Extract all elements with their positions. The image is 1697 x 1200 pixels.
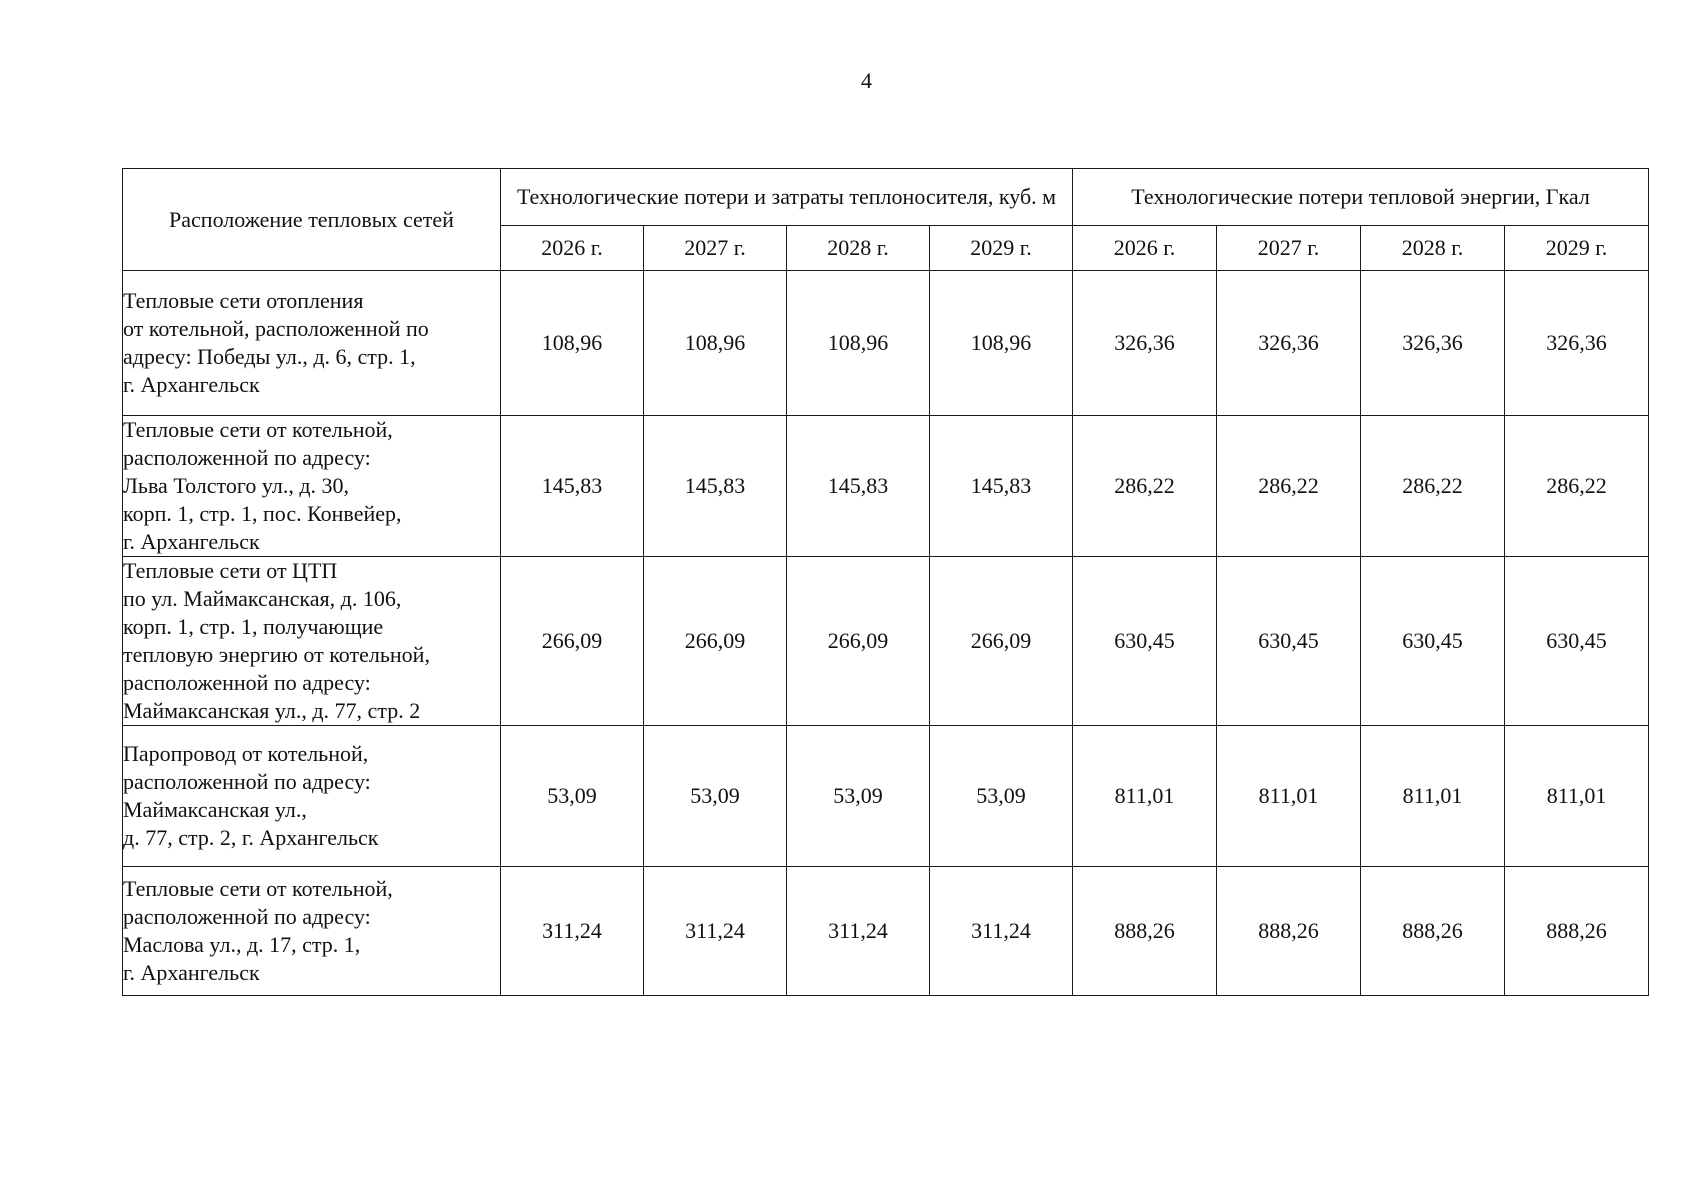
value-cell: 630,45	[1505, 557, 1649, 726]
table-row	[123, 726, 1649, 867]
location-cell: Тепловые сети от котельной, расположенной по адресу: Маслова ул., д. 17, стр. 1, г. Архангельск	[123, 867, 501, 996]
value-cell: 108,96	[930, 271, 1073, 416]
year-header: 2028 г.	[787, 226, 930, 271]
value-cell: 53,09	[644, 726, 787, 867]
value-cell: 326,36	[1361, 271, 1505, 416]
value-cell: 286,22	[1073, 416, 1217, 557]
coolant-losses-header: Технологические потери и затраты теплоносителя, куб. м	[501, 169, 1073, 226]
value-cell: 286,22	[1505, 416, 1649, 557]
value-cell: 311,24	[501, 867, 644, 996]
value-cell: 326,36	[1073, 271, 1217, 416]
heat-energy-losses-header: Технологические потери тепловой энергии, Гкал	[1073, 169, 1649, 226]
value-cell: 888,26	[1217, 867, 1361, 996]
location-cell: Тепловые сети от ЦТП по ул. Маймаксанская, д. 106, корп. 1, стр. 1, получающие тепловую энергию от котельной, расположенной по адресу: Маймаксанская ул., д. 77, стр. 2	[123, 557, 501, 726]
location-column-header: Расположение тепловых сетей	[123, 169, 501, 271]
value-cell: 53,09	[787, 726, 930, 867]
value-cell: 326,36	[1217, 271, 1361, 416]
value-cell: 145,83	[644, 416, 787, 557]
location-cell: Тепловые сети отопления от котельной, расположенной по адресу: Победы ул., д. 6, стр. 1, г. Архангельск	[123, 271, 501, 416]
value-cell: 53,09	[930, 726, 1073, 867]
value-cell: 630,45	[1361, 557, 1505, 726]
location-cell: Тепловые сети от котельной, расположенной по адресу: Льва Толстого ул., д. 30, корп. 1, стр. 1, пос. Конвейер, г. Архангельск	[123, 416, 501, 557]
year-header: 2029 г.	[1505, 226, 1649, 271]
table-row	[123, 271, 1649, 416]
value-cell: 311,24	[644, 867, 787, 996]
table-row	[123, 557, 1649, 726]
value-cell: 888,26	[1073, 867, 1217, 996]
table-row	[123, 867, 1649, 996]
value-cell: 108,96	[501, 271, 644, 416]
year-header: 2026 г.	[1073, 226, 1217, 271]
value-cell: 145,83	[787, 416, 930, 557]
year-header: 2026 г.	[501, 226, 644, 271]
value-cell: 266,09	[501, 557, 644, 726]
value-cell: 286,22	[1361, 416, 1505, 557]
value-cell: 108,96	[787, 271, 930, 416]
value-cell: 145,83	[930, 416, 1073, 557]
value-cell: 888,26	[1361, 867, 1505, 996]
value-cell: 286,22	[1217, 416, 1361, 557]
year-header: 2027 г.	[1217, 226, 1361, 271]
value-cell: 53,09	[501, 726, 644, 867]
value-cell: 266,09	[930, 557, 1073, 726]
table-row	[123, 416, 1649, 557]
value-cell: 108,96	[644, 271, 787, 416]
value-cell: 811,01	[1217, 726, 1361, 867]
value-cell: 311,24	[787, 867, 930, 996]
page-number: 4	[861, 68, 872, 93]
year-header: 2028 г.	[1361, 226, 1505, 271]
value-cell: 811,01	[1505, 726, 1649, 867]
value-cell: 630,45	[1217, 557, 1361, 726]
value-cell: 811,01	[1073, 726, 1217, 867]
year-header: 2027 г.	[644, 226, 787, 271]
location-cell: Паропровод от котельной, расположенной по адресу: Маймаксанская ул., д. 77, стр. 2, г. Архангельск	[123, 726, 501, 867]
year-header: 2029 г.	[930, 226, 1073, 271]
value-cell: 630,45	[1073, 557, 1217, 726]
value-cell: 326,36	[1505, 271, 1649, 416]
value-cell: 311,24	[930, 867, 1073, 996]
value-cell: 145,83	[501, 416, 644, 557]
heat-losses-table	[122, 168, 1649, 996]
value-cell: 266,09	[787, 557, 930, 726]
value-cell: 888,26	[1505, 867, 1649, 996]
value-cell: 811,01	[1361, 726, 1505, 867]
value-cell: 266,09	[644, 557, 787, 726]
